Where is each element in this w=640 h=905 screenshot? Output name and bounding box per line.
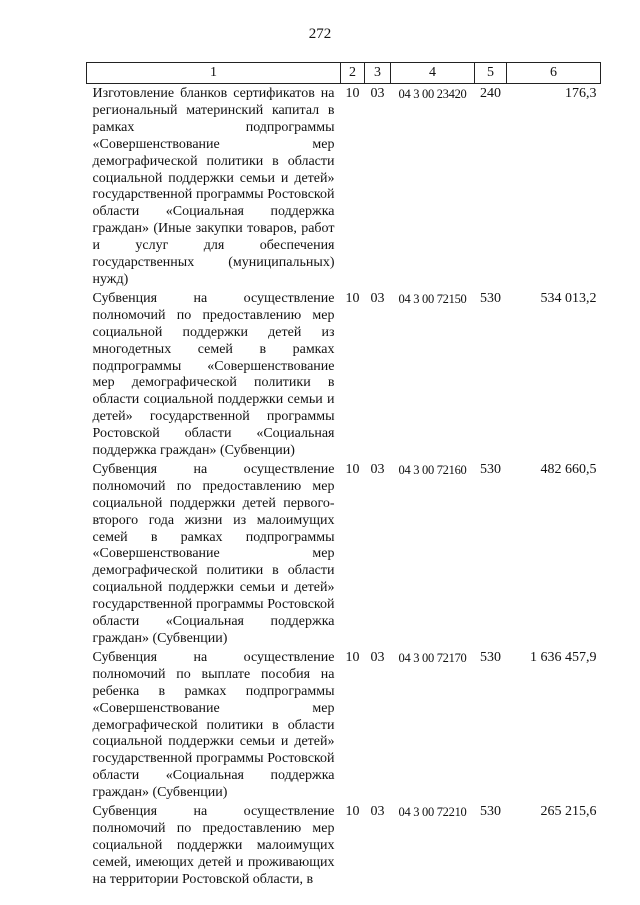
row-subsection: 03 <box>370 649 385 665</box>
table-row <box>87 289 601 460</box>
row-description: Субвенция на осуществление полномочий по предоставлению мер социальной поддержки малоимущих семей, имеющих детей и проживающих на территории Ростовской области, в <box>92 804 335 887</box>
row-target-code: 04 3 00 23420 <box>398 87 467 101</box>
row-description: Субвенция на осуществление полномочий по предоставлению мер социальной поддержки детей из многодетных семей в рамках подпрограммы «Совершенствование мер демографической политики в области социальной поддержки семьи и детей» государственной программы Ростовской области «Социальная поддержка граждан» (Субвенции) <box>92 290 335 459</box>
row-section: 10 <box>345 461 360 477</box>
row-expense-type: 530 <box>480 290 501 306</box>
row-amount: 265 215,6 <box>540 804 597 820</box>
row-amount: 176,3 <box>565 86 597 101</box>
row-target-code: 04 3 00 72210 <box>398 805 467 820</box>
column-header: 4 <box>391 63 475 84</box>
row-expense-type: 530 <box>480 461 501 477</box>
table-row <box>87 648 601 802</box>
row-section: 10 <box>345 86 360 101</box>
row-section: 10 <box>345 290 360 306</box>
row-amount: 534 013,2 <box>540 290 597 306</box>
column-header: 6 <box>507 63 601 84</box>
row-subsection: 03 <box>370 804 385 820</box>
table-row <box>87 84 601 289</box>
row-subsection: 03 <box>370 461 385 477</box>
row-section: 10 <box>345 804 360 820</box>
table-header-row <box>87 63 601 84</box>
row-subsection: 03 <box>370 290 385 306</box>
row-expense-type: 530 <box>480 649 501 665</box>
column-header: 2 <box>341 63 365 84</box>
table-row <box>87 460 601 648</box>
row-expense-type: 530 <box>480 804 501 820</box>
row-target-code: 04 3 00 72160 <box>398 462 467 477</box>
column-header: 1 <box>87 63 341 84</box>
row-section: 10 <box>345 649 360 665</box>
row-amount: 482 660,5 <box>540 461 597 477</box>
row-expense-type: 240 <box>480 86 501 101</box>
row-subsection: 03 <box>370 86 385 101</box>
row-description: Изготовление бланков сертификатов на региональный материнский капитал в рамках подпрограммы «Совершенствование мер демографической политики в области социальной поддержки семьи и детей» государственной программы Ростовской области «Социальная поддержка граждан» (Иные закупки товаров, работ и услуг для обеспечения государственных (муниципальных) нужд) <box>92 86 335 287</box>
table-row <box>87 802 601 889</box>
row-description: Субвенция на осуществление полномочий по предоставлению мер социальной поддержки детей первого-второго года жизни из малоимущих семей в рамках подпрограммы «Совершенствование мер демографической политики в области социальной поддержки семьи и детей» государственной программы Ростовской области «Социальная поддержка граждан» (Субвенции) <box>92 461 335 646</box>
row-amount: 1 636 457,9 <box>530 649 597 665</box>
row-target-code: 04 3 00 72170 <box>398 650 467 665</box>
row-description: Субвенция на осуществление полномочий по выплате пособия на ребенка в рамках подпрограммы «Совершенствование мер демографической политики в области социальной поддержки семьи и детей» государственной программы Ростовской области «Социальная поддержка граждан» (Субвенции) <box>92 649 335 801</box>
column-header: 5 <box>475 63 507 84</box>
column-header: 3 <box>365 63 391 84</box>
page-number: 272 <box>308 26 332 42</box>
budget-table <box>86 62 601 889</box>
row-target-code: 04 3 00 72150 <box>398 291 467 306</box>
